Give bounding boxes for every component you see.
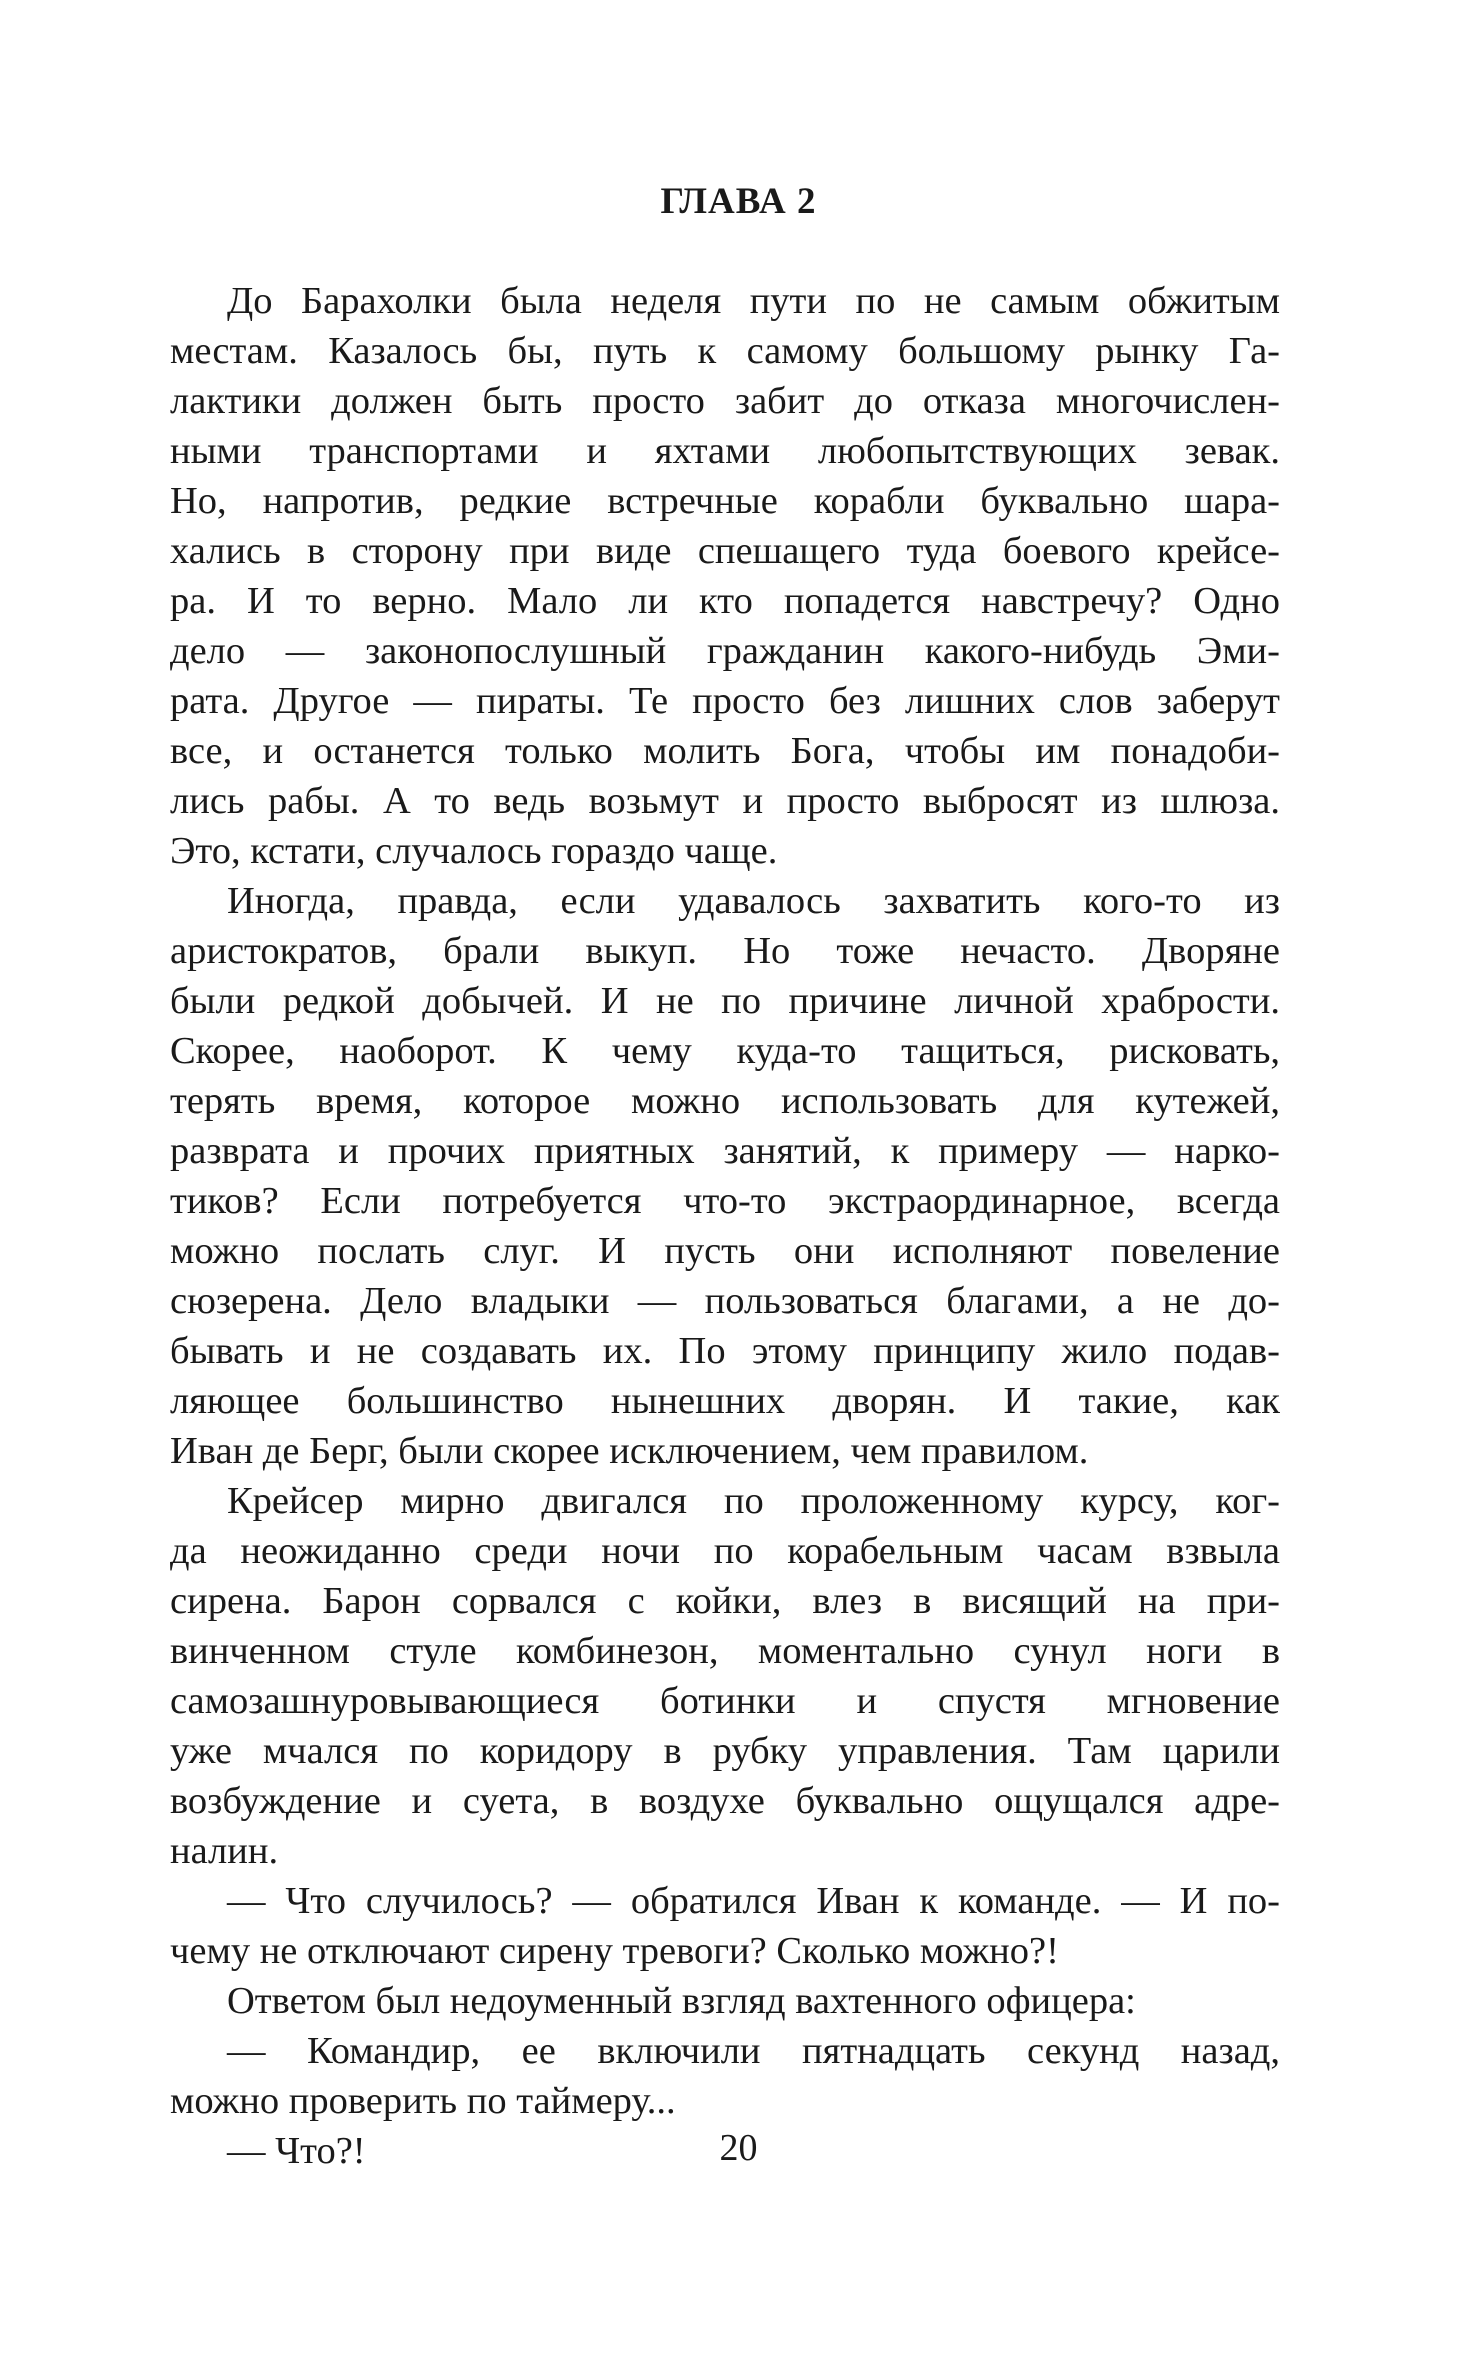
text-line: — Что?! — [227, 2130, 366, 2172]
text-line: были редкой добычей. И не по причине личной храбрости. — [170, 980, 1280, 1022]
text-line: ными транспортами и яхтами любопытствующих зевак. — [170, 430, 1280, 472]
text-line: самозашнуровывающиеся ботинки и спустя мгновение — [170, 1680, 1280, 1722]
text-line: Это, кстати, случалось гораздо чаще. — [170, 830, 778, 872]
text-line: Ответом был недоуменный взгляд вахтенного офицера: — [227, 1980, 1136, 2022]
text-line: дело — законопослушный гражданин какого-нибудь Эми- — [170, 630, 1280, 672]
chapter-title: ГЛАВА 2 — [660, 181, 817, 222]
text-line: чему не отключают сирену тревоги? Сколько можно?! — [170, 1930, 1059, 1972]
text-line: уже мчался по коридору в рубку управления. Там царили — [170, 1730, 1280, 1772]
text-line: Иван де Берг, были скорее исключением, чем правилом. — [170, 1430, 1089, 1472]
text-line: — Командир, ее включили пятнадцать секунд назад, — [227, 2030, 1280, 2072]
text-line: лактики должен быть просто забит до отказа многочислен- — [170, 380, 1280, 422]
text-line: Иногда, правда, если удавалось захватить кого-то из — [227, 880, 1280, 922]
text-line: сирена. Барон сорвался с койки, влез в висящий на при- — [170, 1580, 1280, 1622]
text-line: рата. Другое — пираты. Те просто без лишних слов заберут — [170, 680, 1280, 722]
text-line: разврата и прочих приятных занятий, к примеру — нарко- — [170, 1130, 1280, 1172]
text-line: сюзерена. Дело владыки — пользоваться благами, а не до- — [170, 1280, 1280, 1322]
body-text — [170, 276, 1280, 2176]
text-line: аристократов, брали выкуп. Но тоже нечасто. Дворяне — [170, 930, 1280, 972]
text-line: налин. — [170, 1830, 279, 1872]
text-line: До Барахолки была неделя пути по не самым обжитым — [227, 280, 1280, 322]
text-line: возбуждение и суета, в воздухе буквально ощущался адре- — [170, 1780, 1280, 1822]
text-line: терять время, которое можно использовать для кутежей, — [170, 1080, 1280, 1122]
text-line: бывать и не создавать их. По этому принципу жило подав- — [170, 1330, 1280, 1372]
text-line: можно проверить по таймеру... — [170, 2080, 676, 2122]
text-line: ляющее большинство нынешних дворян. И такие, как — [170, 1380, 1280, 1422]
text-line: местам. Казалось бы, путь к самому большому рынку Га- — [170, 330, 1280, 372]
text-line: тиков? Если потребуется что-то экстраординарное, всегда — [170, 1180, 1280, 1222]
text-line: Крейсер мирно двигался по проложенному курсу, ког- — [227, 1480, 1280, 1522]
text-line: лись рабы. А то ведь возьмут и просто выбросят из шлюза. — [170, 780, 1280, 822]
text-line: Скорее, наоборот. К чему куда-то тащиться, рисковать, — [170, 1030, 1280, 1072]
text-line: Но, напротив, редкие встречные корабли буквально шара- — [170, 480, 1280, 522]
text-line: ра. И то верно. Мало ли кто попадется навстречу? Одно — [170, 580, 1280, 622]
text-line: хались в сторону при виде спешащего туда боевого крейсе- — [170, 530, 1280, 572]
text-line: все, и останется только молить Бога, чтобы им понадоби- — [170, 730, 1280, 772]
page-number: 20 — [719, 2127, 758, 2169]
text-line: — Что случилось? — обратился Иван к команде. — И по- — [227, 1880, 1280, 1922]
text-line: да неожиданно среди ночи по корабельным часам взвыла — [170, 1530, 1280, 1572]
text-line: можно послать слуг. И пусть они исполняют повеление — [170, 1230, 1280, 1272]
text-line: винченном стуле комбинезон, моментально сунул ноги в — [170, 1630, 1280, 1672]
